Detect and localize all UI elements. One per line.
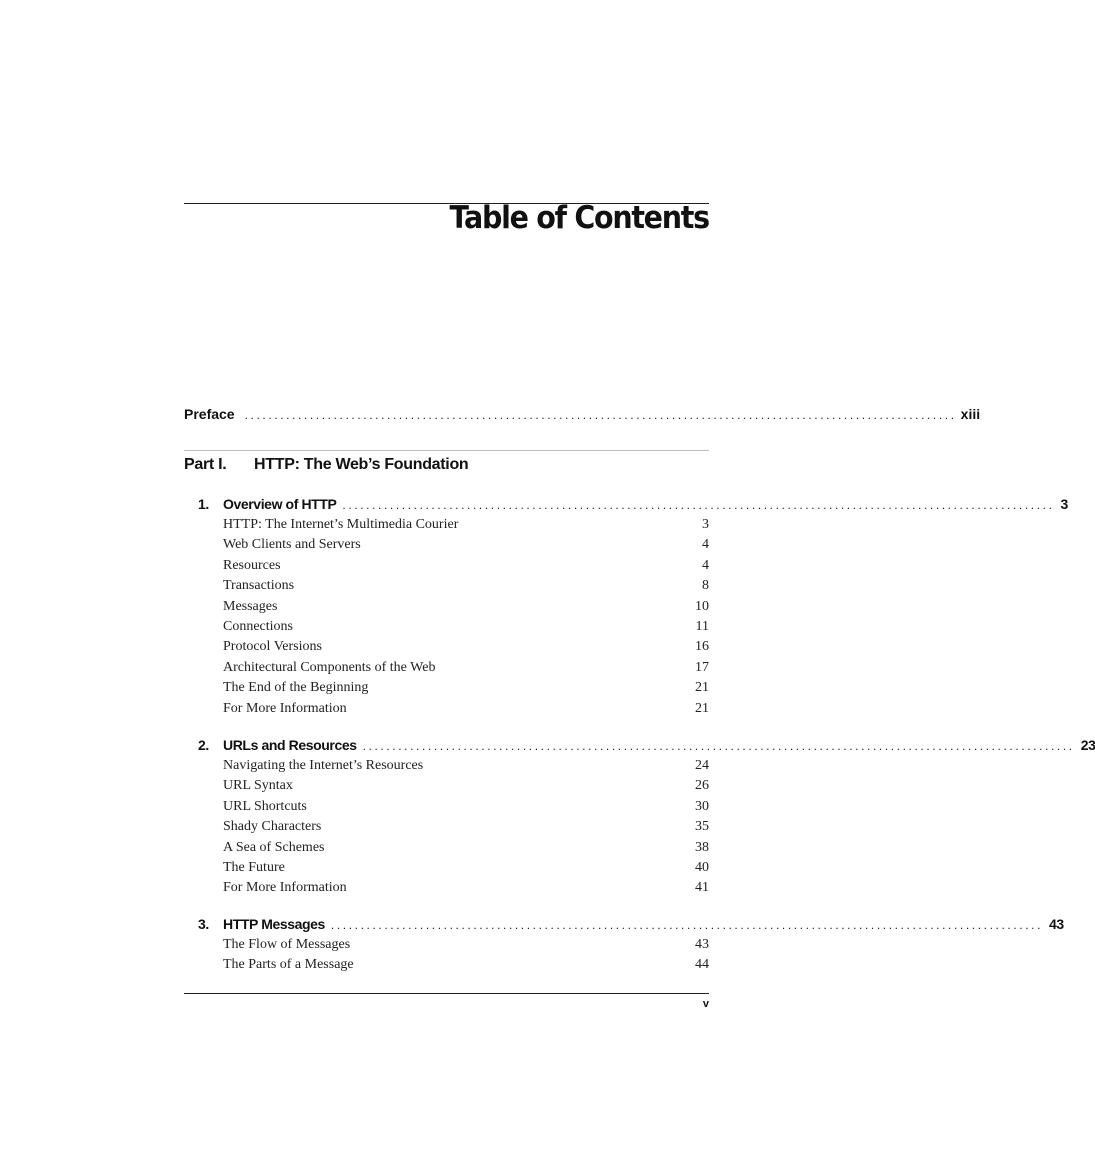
toc-section[interactable] [184,957,709,977]
chapter-title: Overview of HTTP [223,496,337,512]
part-heading [184,456,468,474]
chapter-title: URLs and Resources [223,737,357,753]
section-title: Messages [223,598,278,614]
chapter-number: 1. [198,496,209,512]
section-page: 16 [695,639,709,655]
page-title: Table of Contents [449,200,709,236]
section-title: HTTP: The Internet’s Multimedia Courier [223,517,459,532]
dot-leader: ........................................................................................................................ [362,739,1075,753]
toc-section[interactable] [184,619,709,639]
section-page: 8 [702,578,709,594]
chapter-heading[interactable] [184,737,1095,758]
section-page: 44 [695,957,709,973]
page-number: v [702,998,709,1010]
toc-section[interactable] [184,778,709,798]
toc-section[interactable] [184,639,709,659]
section-page: 17 [695,659,709,675]
section-title: For More Information [223,700,347,716]
section-title: URL Shortcuts [223,798,307,814]
dot-leader: ........................................................................................................................ [342,498,1055,512]
chapter-page: 3 [1060,496,1068,512]
toc-section[interactable] [184,517,709,537]
toc-section[interactable] [184,840,709,860]
part-rule [184,450,709,451]
section-title: The Future [223,859,285,875]
section-page: 40 [695,859,709,875]
section-page: 24 [695,758,709,773]
toc-section[interactable] [184,880,709,900]
toc-section[interactable] [184,578,709,598]
preface-label: Preface [184,406,235,422]
section-page: 35 [695,819,709,835]
toc-section[interactable] [184,799,709,819]
section-page: 43 [695,937,709,952]
dot-leader: ........................................................................................................................ [330,918,1043,932]
toc-section[interactable] [184,701,709,721]
section-page: 4 [702,537,709,553]
section-page: 21 [695,680,709,696]
section-page: 11 [695,618,709,634]
toc-section[interactable] [184,537,709,557]
toc-section[interactable] [184,937,709,957]
chapter-2 [184,737,1095,901]
toc-section[interactable] [184,860,709,880]
section-page: 30 [695,798,709,814]
toc-section[interactable] [184,558,709,578]
bottom-rule [184,993,709,994]
section-title: Architectural Components of the Web [223,659,436,675]
section-title: The Flow of Messages [223,937,351,952]
chapter-number: 2. [198,737,209,753]
section-title: Protocol Versions [223,639,322,655]
toc-entry-preface[interactable] [184,406,981,426]
section-page: 38 [695,839,709,855]
chapter-number: 3. [198,916,209,932]
section-title: Connections [223,618,293,634]
dot-leader: ........................................................................................................................ [244,408,957,422]
chapter-1 [184,496,1068,721]
chapter-title: HTTP Messages [223,916,325,932]
chapter-3 [184,916,1064,978]
chapter-page: 43 [1049,916,1064,932]
section-page: 3 [702,517,709,532]
section-title: Transactions [223,578,295,594]
toc-section[interactable] [184,599,709,619]
section-page: 26 [695,778,709,794]
chapter-heading[interactable] [184,916,1064,937]
section-page: 4 [702,557,709,573]
section-page: 41 [695,880,709,896]
chapter-page: 23 [1080,737,1095,753]
part-number: Part I. [184,456,227,473]
section-title: Navigating the Internet’s Resources [223,758,424,773]
section-title: A Sea of Schemes [223,839,325,855]
section-title: Resources [223,557,281,573]
chapter-heading[interactable] [184,496,1068,517]
section-page: 21 [695,700,709,716]
preface-page: xiii [960,406,981,422]
toc-section[interactable] [184,819,709,839]
section-title: Shady Characters [223,819,322,835]
toc-section[interactable] [184,680,709,700]
section-title: The Parts of a Message [223,957,354,973]
part-title: HTTP: The Web’s Foundation [254,456,469,473]
section-title: Web Clients and Servers [223,537,361,553]
section-title: For More Information [223,880,347,896]
section-title: URL Syntax [223,778,293,794]
toc-section[interactable] [184,758,709,778]
section-page: 10 [695,598,709,614]
toc-section[interactable] [184,660,709,680]
section-title: The End of the Beginning [223,680,369,696]
